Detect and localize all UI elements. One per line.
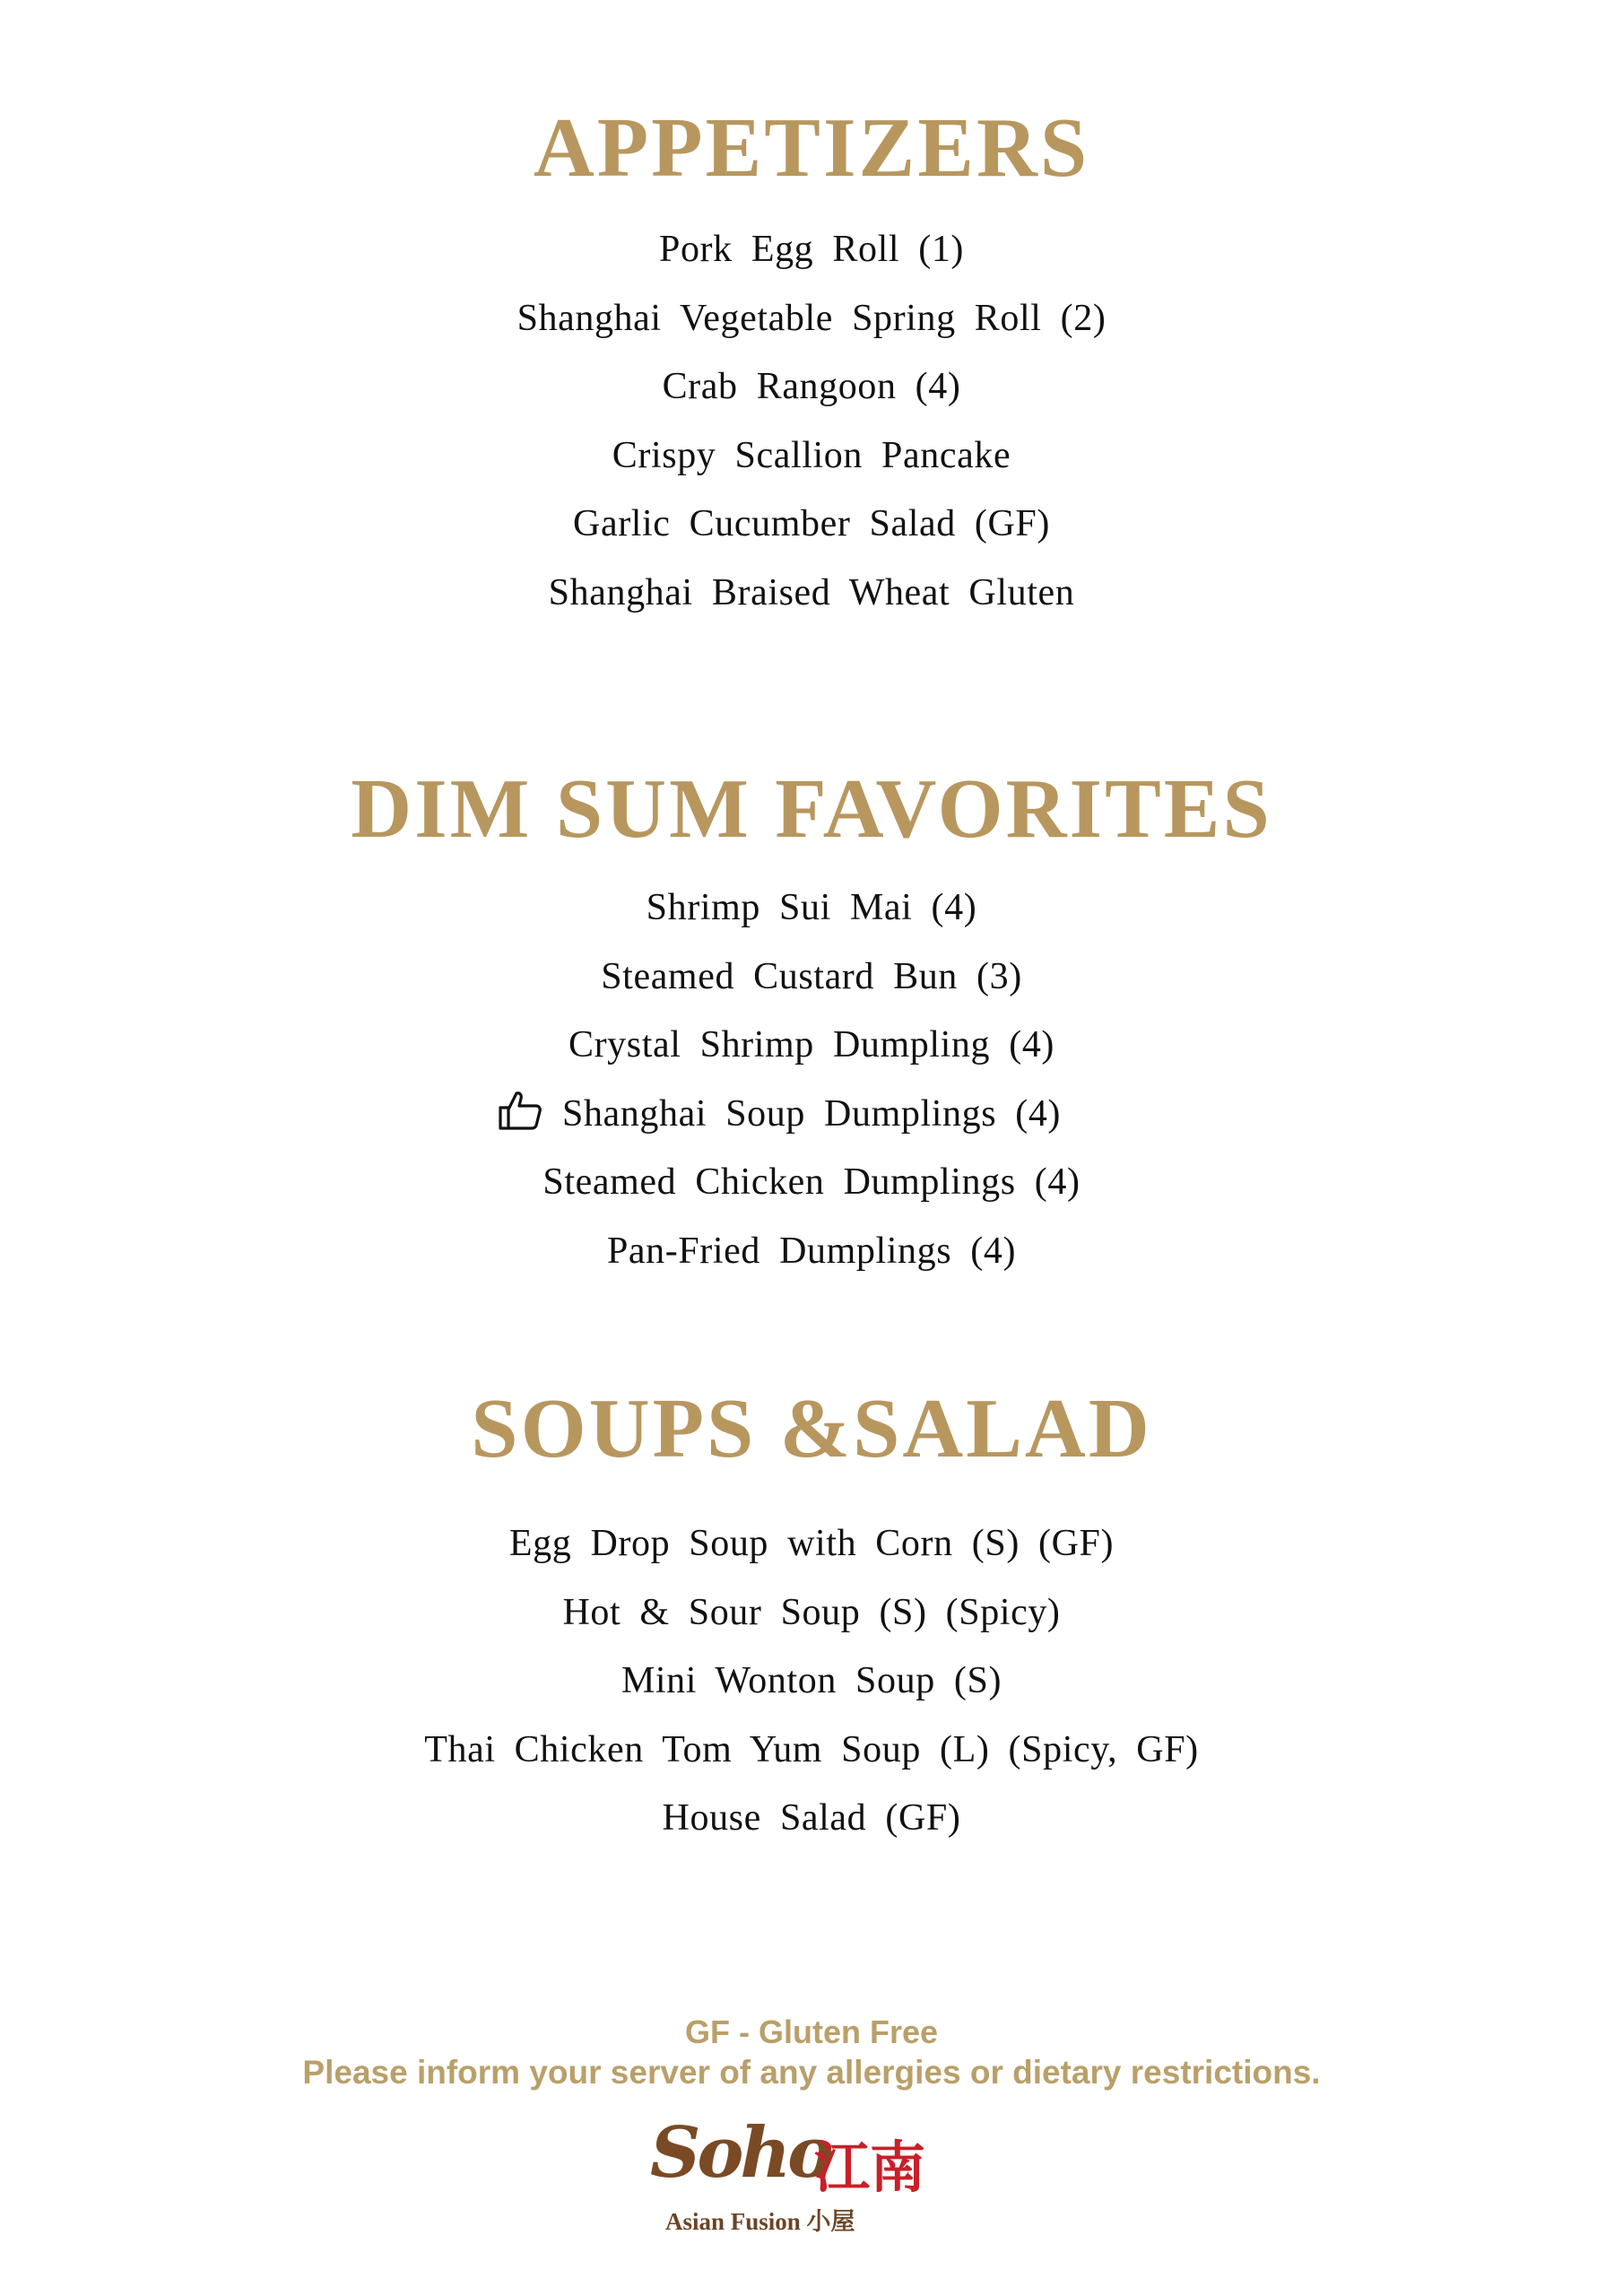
- menu-item: Mini Wonton Soup (S): [621, 1660, 1002, 1701]
- thumbs-up-icon: [498, 1090, 542, 1131]
- menu-item: Pan-Fried Dumplings (4): [606, 1230, 1017, 1272]
- restaurant-logo: [646, 2112, 968, 2238]
- logo-chinese: 江南: [814, 2135, 926, 2200]
- section-soups-salad: [0, 1379, 1623, 1853]
- menu-item: House Salad (GF): [662, 1797, 961, 1839]
- gf-legend: GF - Gluten Free: [684, 2013, 939, 2050]
- menu-item: Thai Chicken Tom Yum Soup (L) (Spicy, GF): [424, 1728, 1199, 1770]
- allergy-notice: Please inform your server of any allergies or dietary restrictions.: [302, 2054, 1321, 2091]
- logo-brand: Soho: [650, 2112, 831, 2194]
- section-dim-sum: [0, 760, 1623, 1285]
- menu-item: Crispy Scallion Pancake: [612, 434, 1011, 476]
- menu-item: Shrimp Sui Mai (4): [646, 887, 977, 928]
- menu-item: Steamed Custard Bun (3): [601, 955, 1022, 997]
- menu-item: Steamed Chicken Dumplings (4): [542, 1161, 1081, 1203]
- menu-item: Egg Drop Soup with Corn (S) (GF): [508, 1523, 1115, 1564]
- menu-item: Shanghai Vegetable Spring Roll (2): [516, 297, 1107, 339]
- logo-subtitle: Asian Fusion 小屋: [665, 2208, 855, 2235]
- section-title: DIM SUM FAVORITES: [351, 762, 1272, 856]
- menu-item: Crystal Shrimp Dumpling (4): [568, 1024, 1055, 1065]
- menu-item: Shanghai Braised Wheat Gluten: [548, 571, 1075, 613]
- menu-item: Hot & Sour Soup (S) (Spicy): [562, 1591, 1061, 1633]
- section-title: SOUPS &SALAD: [471, 1382, 1152, 1475]
- menu-item: Crab Rangoon (4): [662, 366, 961, 407]
- menu-item-label: Shanghai Soup Dumplings (4): [561, 1092, 1062, 1135]
- menu-item-recommended: [0, 1080, 1623, 1149]
- menu-item: Garlic Cucumber Salad (GF): [573, 503, 1050, 544]
- menu-item: Pork Egg Roll (1): [658, 229, 965, 270]
- section-appetizers: [0, 99, 1623, 627]
- section-title: APPETIZERS: [533, 101, 1090, 195]
